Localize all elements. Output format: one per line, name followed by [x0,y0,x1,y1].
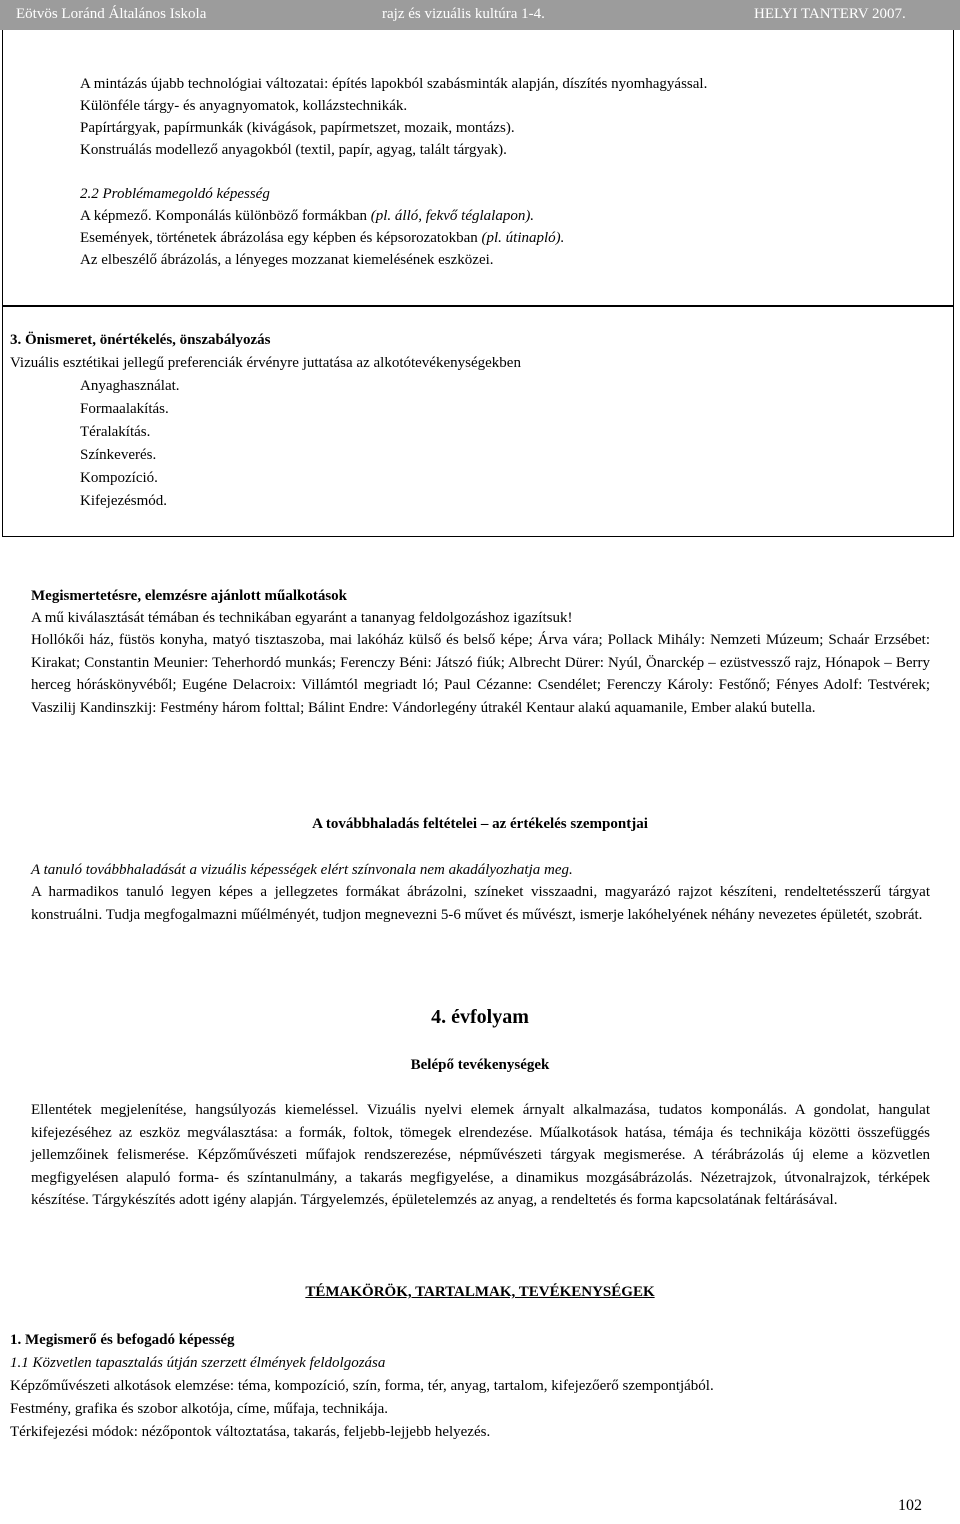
section-3-item: Színkeverés. [80,447,157,463]
topics-title: TÉMAKÖRÖK, TARTALMAK, TEVÉKENYSÉGEK [305,1284,655,1300]
box1-elbeszelo-line: Az elbeszélő ábrázolás, a lényeges mozzanat kiemelésének eszközei. [80,252,494,268]
section-3-item: Téralakítás. [80,424,151,440]
artworks-note: A mű kiválasztását témában és technikában egyaránt a tananyag feldolgozáshoz igazítsuk! [31,610,573,626]
kepmezo-text: A képmező. Komponálás különböző formákban [80,208,371,224]
section-1-line: Festmény, grafika és szobor alkotója, címe, műfaja, technikája. [10,1401,389,1417]
section-1-line: Képzőművészeti alkotások elemzése: téma, kompozíció, szín, forma, tér, anyag, tartalom, kifejezőerő szempontjából. [10,1378,714,1394]
entry-activities-text: Ellentétek megjelenítése, hangsúlyozás kiemeléssel. Vizuális nyelvi elemek árnyalt alkalmazása, tudatos komponálás. A gondolat, hangulat kifejezéséhez az eszköz megválasztása: a formák, foltok, tömegek elrendezése. Műalkotások hatása, témája és technikája közötti összefüggés jellemzőinek felismerése. Képzőművészeti műfajok rendszerezése, népművészeti tárgyak megismerése. A térábrázolás új eleme a közvetlen megfigyelésen alapuló forma- és színtanulmány, a takarás megfigyelése, a dinamikus mozgásábrázolás. Nézetrajzok, útvonalrajzok, térképek készítése. Tárgykészítés adott igény alapján. Tárgyelemzés, épületelemzés az anyag, a rendeltetés és forma kapcsolatának feltárásával. [31,1102,930,1208]
section-3-title: 3. Önismeret, önértékelés, önszabályozás [10,332,271,348]
header-school: Eötvös Loránd Általános Iskola [16,6,207,22]
section-3-item: Anyaghasználat. [80,378,180,394]
section-1-line: Térkifejezési módok: nézőpontok változtatása, takarás, feljebb-lejjebb helyezés. [10,1424,491,1440]
box1-line-4: Konstruálás modellező anyagokból (textil, papír, agyag, talált tárgyak). [80,142,507,158]
kepmezo-example: (pl. álló, fekvő téglalapon). [370,208,535,224]
box1-line-1: A mintázás újabb technológiai változatai: építés lapokból szabásminták alapján, díszítés nyomhagyással. [80,76,708,92]
progress-italic: A tanuló továbbhaladását a vizuális képességek elért színvonala nem akadályozhatja meg. [31,862,573,878]
box1-esemenyek-line [80,227,564,249]
grade-4-title: 4. évfolyam [431,1006,529,1028]
progress-text: A harmadikos tanuló legyen képes a jellegzetes formákat ábrázolni, színeket visszaadni, magyarázó rajzot készíteni, rendeltetésszerű tárgyat konstruálni. Tudja megfogalmazni műélményét, tudjon megnevezni 5-6 művet és művészt, ismerje lakóhelyének néhány nevezetes épületét, szobrát. [31,884,930,923]
box1-kepmezo-line [80,205,534,227]
section-1-subtitle: 1.1 Közvetlen tapasztalás útján szerzett élmények feldolgozása [10,1355,386,1371]
box1-line-2: Különféle tárgy- és anyagnyomatok, kollázstechnikák. [80,98,408,114]
section-1-title: 1. Megismerő és befogadó képesség [10,1332,235,1348]
esemenyek-example: (pl. útinapló). [481,230,565,246]
section-3-item: Kompozíció. [80,470,158,486]
header-curriculum: HELYI TANTERV 2007. [754,6,906,22]
esemenyek-text: Események, történetek ábrázolása egy képben és képsorozatokban [80,230,482,246]
entry-activities-title: Belépő tevékenységek [410,1057,550,1073]
artworks-title: Megismertetésre, elemzésre ajánlott műalkotások [31,588,348,604]
page-header [0,0,960,30]
progress-title: A továbbhaladás feltételei – az értékelés szempontjai [312,816,648,832]
section-3-intro: Vizuális esztétikai jellegű preferenciák érvényre juttatása az alkotótevékenységekben [10,355,521,371]
subheading-problem-solving: 2.2 Problémamegoldó képesség [80,186,270,202]
box1-line-3: Papírtárgyak, papírmunkák (kivágások, papírmetszet, mozaik, montázs). [80,120,515,136]
section-3-item: Kifejezésmód. [80,493,168,509]
section-3-item: Formaalakítás. [80,401,169,417]
page-number: 102 [898,1497,922,1514]
header-subject: rajz és vizuális kultúra 1-4. [382,6,545,22]
artworks-list: Hollókői ház, füstös konyha, matyó tisztaszoba, mai lakóház külső és belső képe; Árva vára; Pollack Mihály: Nemzeti Múzeum; Schaár Erzsébet: Kirakat; Constantin Meunier: Teherhordó munkás; Ferenczy Béni: Játszó fiúk; Albrecht Dürer: Nyúl, Önarckép – ezüstvessző rajz, Hónapok – Berry herceg hóráskönyvéből; Eugéne Delacroix: Villámtól megriadt ló; Paul Cézanne: Csendélet; Ferenczy Károly: Festőnő; Fényes Adolf: Testvérek; Vaszilij Kandinszkij: Festmény három folttal; Bálint Endre: Vándorlegény útrakél Kentaur alakú aquamanile, Ember alakú butella. [31,632,930,716]
